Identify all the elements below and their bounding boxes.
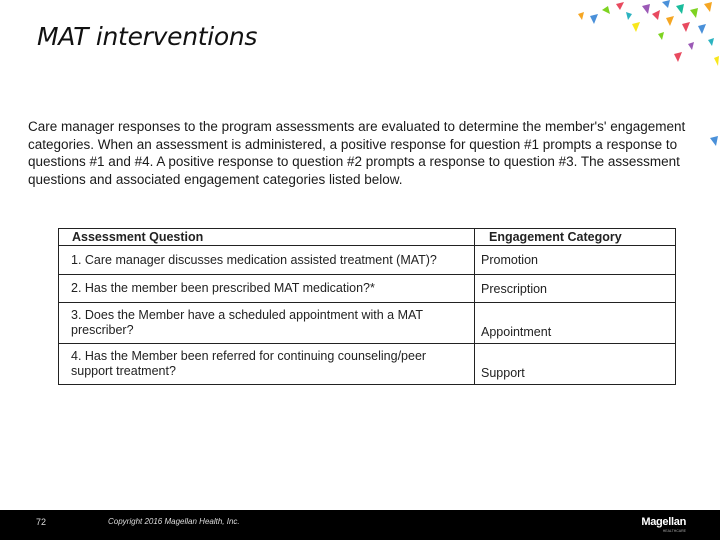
table-row [59,246,676,275]
confetti-shape [658,32,664,40]
category-cell: Promotion [475,246,676,275]
confetti-shape [662,0,670,8]
confetti-shape [674,52,682,62]
confetti-shape [698,24,706,34]
confetti-shape [708,38,714,46]
footer-bar [0,510,720,540]
confetti-shape [710,136,718,146]
header-assessment-question: Assessment Question [59,229,475,246]
confetti-shape [626,12,632,20]
table-row [59,303,676,344]
question-cell: 1. Care manager discusses medication assisted treatment (MAT)? [59,246,475,275]
table-row [59,344,676,385]
assessment-table [58,228,676,385]
category-cell: Appointment [475,303,676,344]
copyright-text: Copyright 2016 Magellan Health, Inc. [108,517,240,526]
magellan-logo: Magellan [641,516,686,528]
page-number: 72 [36,517,47,527]
category-cell: Support [475,344,676,385]
question-cell: 3. Does the Member have a scheduled appointment with a MAT prescriber? [59,303,475,344]
confetti-shape [714,56,719,66]
confetti-shape [602,6,610,14]
confetti-shape [690,8,698,18]
confetti-shape [632,22,640,32]
confetti-shape [704,2,712,12]
confetti-shape [642,4,650,14]
confetti-shape [652,10,660,20]
question-cell: 4. Has the Member been referred for continuing counseling/peer support treatment? [59,344,475,385]
confetti-shape [578,12,584,20]
table-row [59,275,676,303]
confetti-shape [590,14,598,24]
confetti-shape [666,16,674,26]
table-header-row [59,229,676,246]
header-engagement-category: Engagement Category [475,229,676,246]
confetti-shape [616,2,624,10]
confetti-shape [676,4,684,14]
confetti-shape [688,42,694,50]
slide-title: MAT interventions [37,22,258,51]
confetti-shape [682,22,690,32]
category-cell: Prescription [475,275,676,303]
question-cell: 2. Has the member been prescribed MAT medication?* [59,275,475,303]
logo-tagline: HEALTHCARE [662,529,686,533]
intro-paragraph: Care manager responses to the program assessments are evaluated to determine the member's' engagement categories. When an assessment is administered, a positive response for question #1 prompts a response to questions #1 and #4. A positive response to question #2 prompts a response to question #3. The assessment questions and associated engagement categories listed below. [28,119,686,187]
